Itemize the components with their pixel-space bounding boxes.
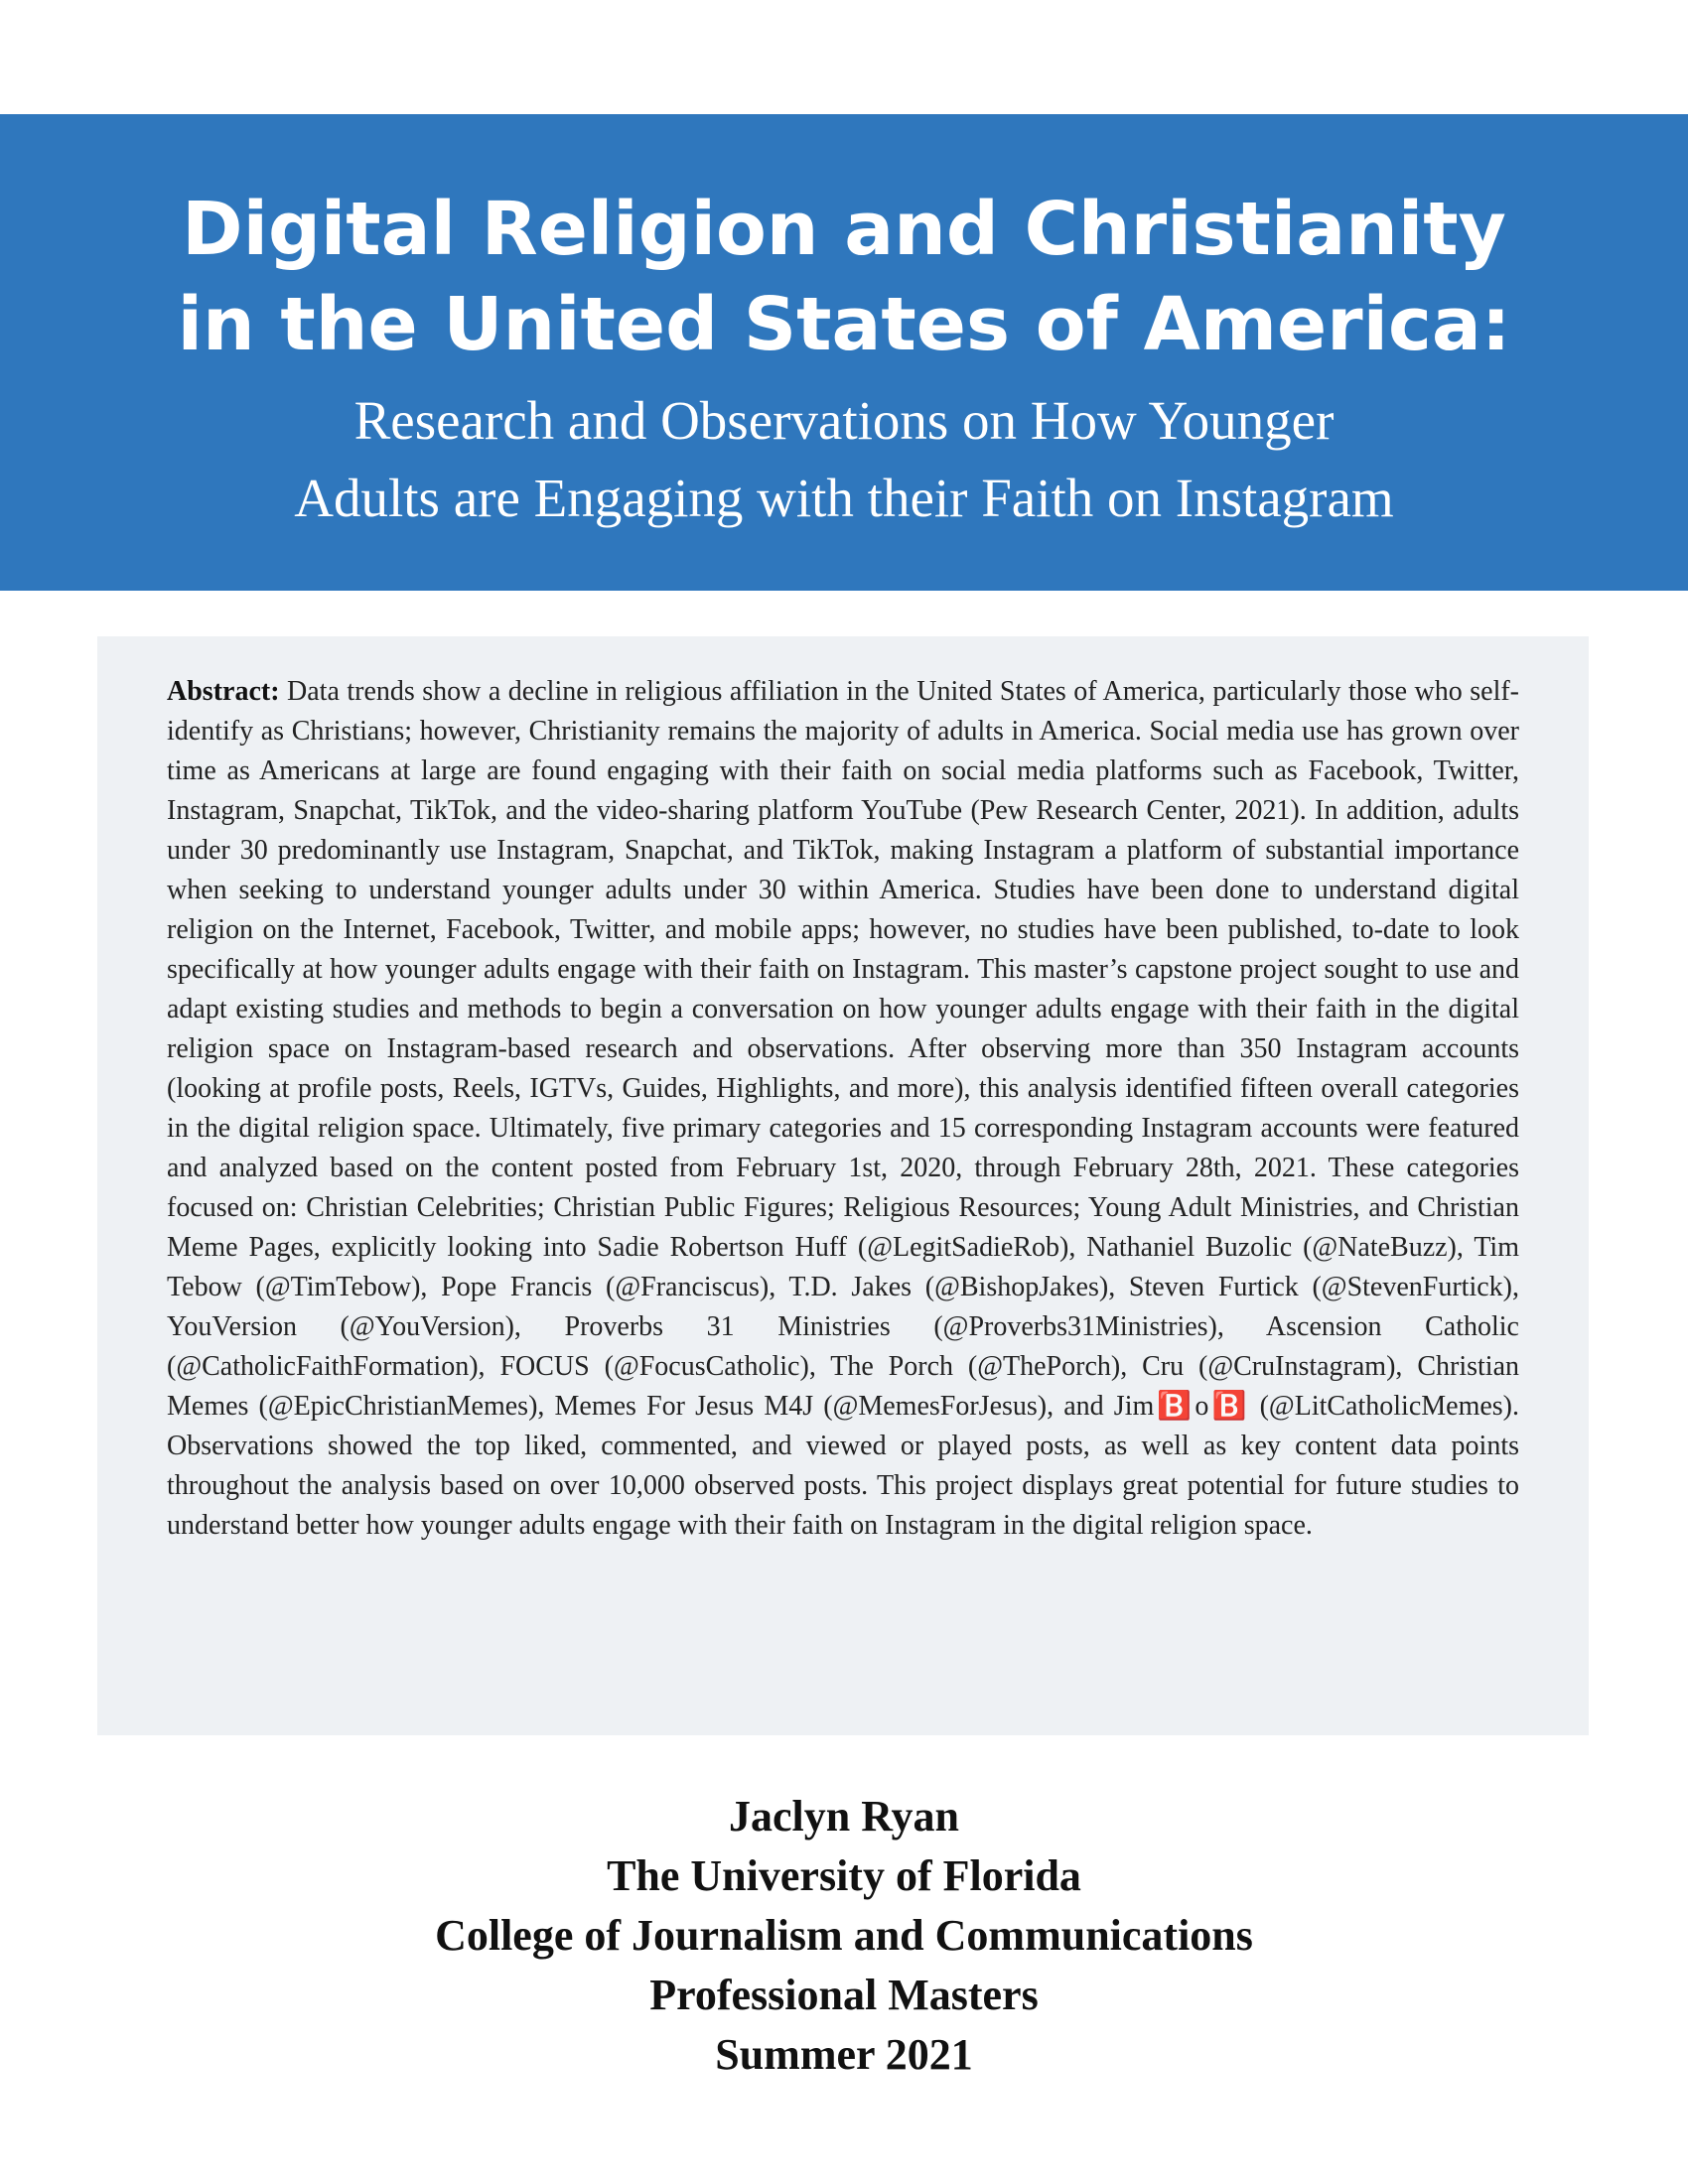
document-title [0, 182, 1688, 372]
title-line-1: Digital Religion and Christianity [182, 187, 1506, 272]
college-name: College of Journalism and Communications [435, 1911, 1253, 1960]
author-name: Jaclyn Ryan [729, 1792, 959, 1841]
university-name: The University of Florida [607, 1851, 1081, 1900]
document-subtitle [0, 382, 1688, 537]
author-block [0, 1787, 1688, 2085]
subtitle-line-2: Adults are Engaging with their Faith on Instagram [294, 468, 1394, 528]
abstract-box [97, 636, 1589, 1735]
term: Summer 2021 [715, 2030, 973, 2079]
abstract-paragraph [167, 672, 1519, 1546]
title-line-2: in the United States of America: [177, 282, 1511, 367]
subtitle-line-1: Research and Observations on How Younger [353, 390, 1335, 451]
program-name: Professional Masters [649, 1971, 1039, 2019]
abstract-body: Data trends show a decline in religious affiliation in the United States of America, particularly those who self-identify as Christians; however, Christianity remains the majority of adults in America. Social media use has grown over time as Americans at large are found engaging with their faith on social media platforms such as Facebook, Twitter, Instagram, Snapchat, TikTok, and the video-sharing platform YouTube (Pew Research Center, 2021). In addition, adults under 30 predominantly use Instagram, Snapchat, and TikTok, making Instagram a platform of substantial importance when seeking to understand younger adults under 30 within America. Studies have been done to understand digital religion on the Internet, Facebook, Twitter, and mobile apps; however, no studies have been published, to-date to look specifically at how younger adults engage with their faith on Instagram. This master’s capstone project sought to use and adapt existing studies and methods to begin a conversation on how younger adults engage with their faith in the digital religion space on Instagram-based research and observations. After observing more than 350 Instagram accounts (looking at profile posts, Reels, IGTVs, Guides, Highlights, and more), this analysis identified fifteen overall categories in the digital religion space. Ultimately, five primary categories and 15 corresponding Instagram accounts were featured and analyzed based on the content posted from February 1st, 2020, through February 28th, 2021. These categories focused on: Christian Celebrities; Christian Public Figures; Religious Resources; Young Adult Ministries, and Christian Meme Pages, explicitly looking into Sadie Robertson Huff (@LegitSadieRob), Nathaniel Buzolic (@NateBuzz), Tim Tebow (@TimTebow), Pope Francis (@Franciscus), T.D. Jakes (@BishopJakes), Steven Furtick (@StevenFurtick), YouVersion (@YouVersion), Proverbs 31 Ministries (@Proverbs31Ministries), Ascension Catholic (@CatholicFaithFormation), FOCUS (@FocusCatholic), The Porch (@ThePorch), Cru (@CruInstagram), Christian Memes (@EpicChristianMemes), Memes For Jesus M4J (@MemesForJesus), and Jim🅱️o🅱️ (@LitCatholicMemes). Observations showed the top liked, commented, and viewed or played posts, as well as key content data points throughout the analysis based on over 10,000 observed posts. This project displays great potential for future studies to understand better how younger adults engage with their faith on Instagram in the digital religion space. [167, 676, 1520, 1541]
abstract-label: Abstract: [167, 676, 280, 707]
title-banner [0, 114, 1688, 591]
